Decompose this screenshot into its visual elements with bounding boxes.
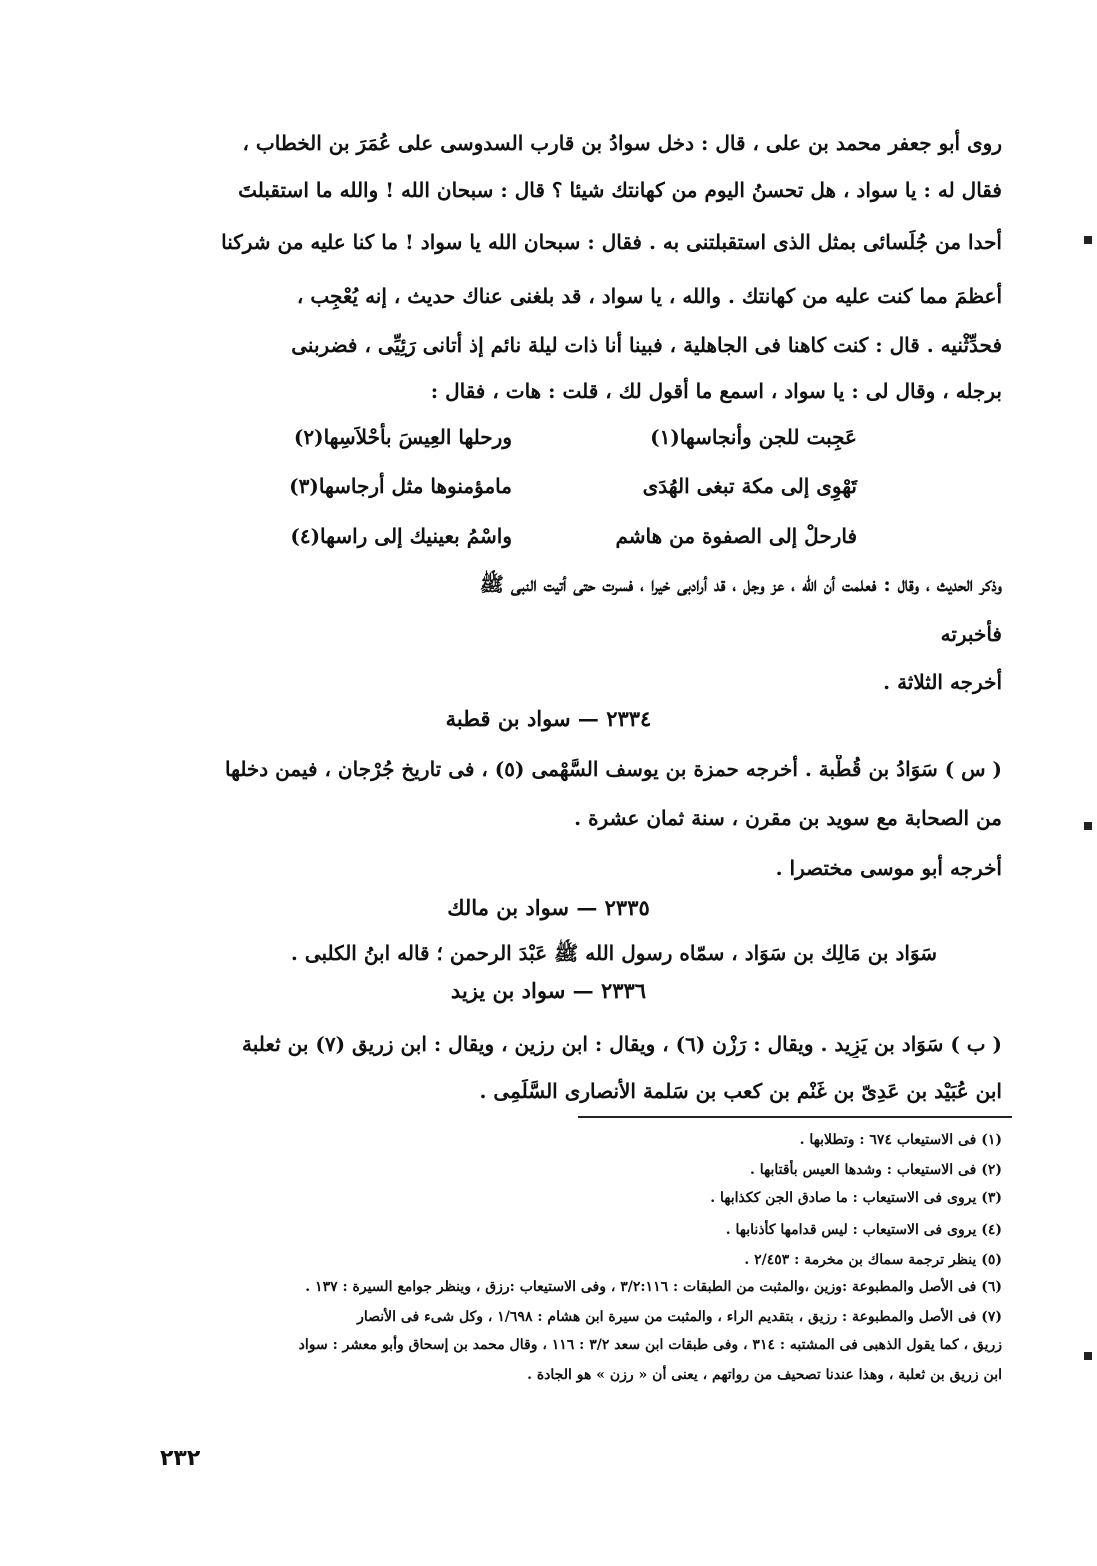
- margin-mark: [1084, 236, 1092, 244]
- poem-verse-first-hemistich: عَجِبت للجن وأنجاسها(١): [650, 425, 857, 449]
- footnote: ابن زريق بن ثعلبة ، وهذا عندنا تصحيف من رواتهم ، يعنى أن « رزن » هو الجادة .: [527, 1367, 1002, 1383]
- footnote: (٧) فى الأصل والمطبوعة : رزيق ، بتقديم الراء ، والمثبت من سيرة ابن هشام : ١/٦٩٨ ، وكل شىء فى الأنصار: [357, 1309, 1002, 1325]
- footnote: (١) فى الاستيعاب ٦٧٤ : وتطلابها .: [799, 1132, 1002, 1148]
- footnote: (٣) يروى فى الاستيعاب : ما صادق الجن ككذابها .: [710, 1190, 1002, 1206]
- poem-verse-second-hemistich: مامؤمنوها مثل أرجاسها(٣): [289, 474, 512, 498]
- entry-2336-line: ( ب ) سَوَاد بن يَزِيد . ويقال : رَزْن (٦) ، ويقال : ابن رزين ، ويقال : ابن زريق (٧) بن ثعلبة: [242, 1032, 1002, 1056]
- body-line: أعظمَ مما كنت عليه من كهانتك . والله ، يا سواد ، قد بلغنى عناك حديث ، إنه يُعْجِب ،: [296, 284, 1002, 308]
- footnote: (٦) فى الأصل والمطبوعة :وزين ،والمثبت من الطبقات : ٣/٢:١١٦ ، وفى الاستيعاب :رزق ، وينظر جوامع السيرة : ١٣٧ .: [305, 1279, 1002, 1295]
- entry-heading-2336: ٢٣٣٦ — سواد بن يزيد: [450, 978, 647, 1003]
- footnote: (٥) ينظر ترجمة سماك بن مخرمة : ٢/٤٥٣ .: [744, 1252, 1002, 1268]
- body-line: روى أبو جعفر محمد بن على ، قال : دخل سوادُ بن قارب السدوسى على عُمَرَ بن الخطاب ،: [242, 131, 1002, 155]
- body-line: برجله ، وقال لى : يا سواد ، اسمع ما أقول لك ، قلت : هات ، فقال :: [430, 379, 1002, 403]
- page-number: ٢٣٢: [160, 1446, 201, 1471]
- entry-2336-line: ابن عُبَيْد بن عَدِىّ بن غَنْم بن كعب بن سَلمة الأنصارى السَّلَمِى .: [479, 1079, 1002, 1103]
- footnote-separator: [578, 1116, 1012, 1118]
- footnote: (٤) يروى فى الاستيعاب : ليس قدامها كأذنابها .: [725, 1222, 1002, 1238]
- entry-2334-line: من الصحابة مع سويد بن مقرن ، سنة ثمان عشرة .: [574, 806, 1002, 830]
- footnote: زريق ، كما يقول الذهبى فى المشتبه : ٣١٤ ، وفى طبقات ابن سعد ٣/٢ : ١١٦ ، وقال محمد بن إسحاق وأبو معشر : سواد: [298, 1337, 1002, 1353]
- body-line: وذكر الحديث ، وقال : فعلمت أن الله ، عز وجل ، قد أرادبى خيرا ، فسرت حتى أتيت النبى ﷺ: [479, 572, 1002, 596]
- margin-mark: [1084, 822, 1092, 830]
- entry-2335-line: سَوَاد بن مَالِك بن سَوَاد ، سمّاه رسول الله ﷺ عَبْدَ الرحمن ؛ قاله ابنُ الكلبى .: [290, 941, 937, 965]
- margin-mark: [1084, 1352, 1092, 1360]
- entry-heading-2334: ٢٣٣٤ — سواد بن قطبة: [445, 706, 652, 731]
- body-line: أحدا من جُلَسائى بمثل الذى استقبلتنى به . فقال : سبحان الله يا سواد ! ما كنا عليه من شركنا: [221, 230, 1002, 254]
- poem-verse-second-hemistich: واسْمُ بعينيك إلى راسها(٤): [290, 524, 512, 548]
- entry-2334-line: أخرجه أبو موسى مختصرا .: [775, 856, 1002, 880]
- entry-2334-line: ( س ) سَوَادُ بن قُطْبة . أخرجه حمزة بن يوسف السَّهْمى (٥) ، فى تاريخ جُرْجان ، فيمن دخلها: [225, 757, 1002, 781]
- body-line: فأخبرته: [940, 622, 1002, 646]
- body-line: فحدِّثْنيه . قال : كنت كاهنا فى الجاهلية ، فبينا أنا ذات ليلة نائم إذ أتانى رَئِيِّى ، فضربنى: [291, 333, 1002, 357]
- poem-verse-second-hemistich: ورحلها العِيسَ بأحْلاَسِها(٢): [293, 425, 512, 449]
- poem-verse-first-hemistich: تَهْوِى إلى مكة تبغى الهُدَى: [642, 474, 857, 498]
- poem-verse-first-hemistich: فارحلْ إلى الصفوة من هاشم: [615, 524, 857, 548]
- body-line: أخرجه الثلاثة .: [883, 670, 1002, 694]
- footnote: (٢) فى الاستيعاب : وشدها العيس بأقتابها .: [750, 1162, 1002, 1178]
- body-line: فقال له : يا سواد ، هل تحسنُ اليوم من كهانتك شيئا ؟ قال : سبحان الله ! والله ما استقبلتَ: [238, 178, 1002, 202]
- entry-heading-2335: ٢٣٣٥ — سواد بن مالك: [447, 895, 650, 920]
